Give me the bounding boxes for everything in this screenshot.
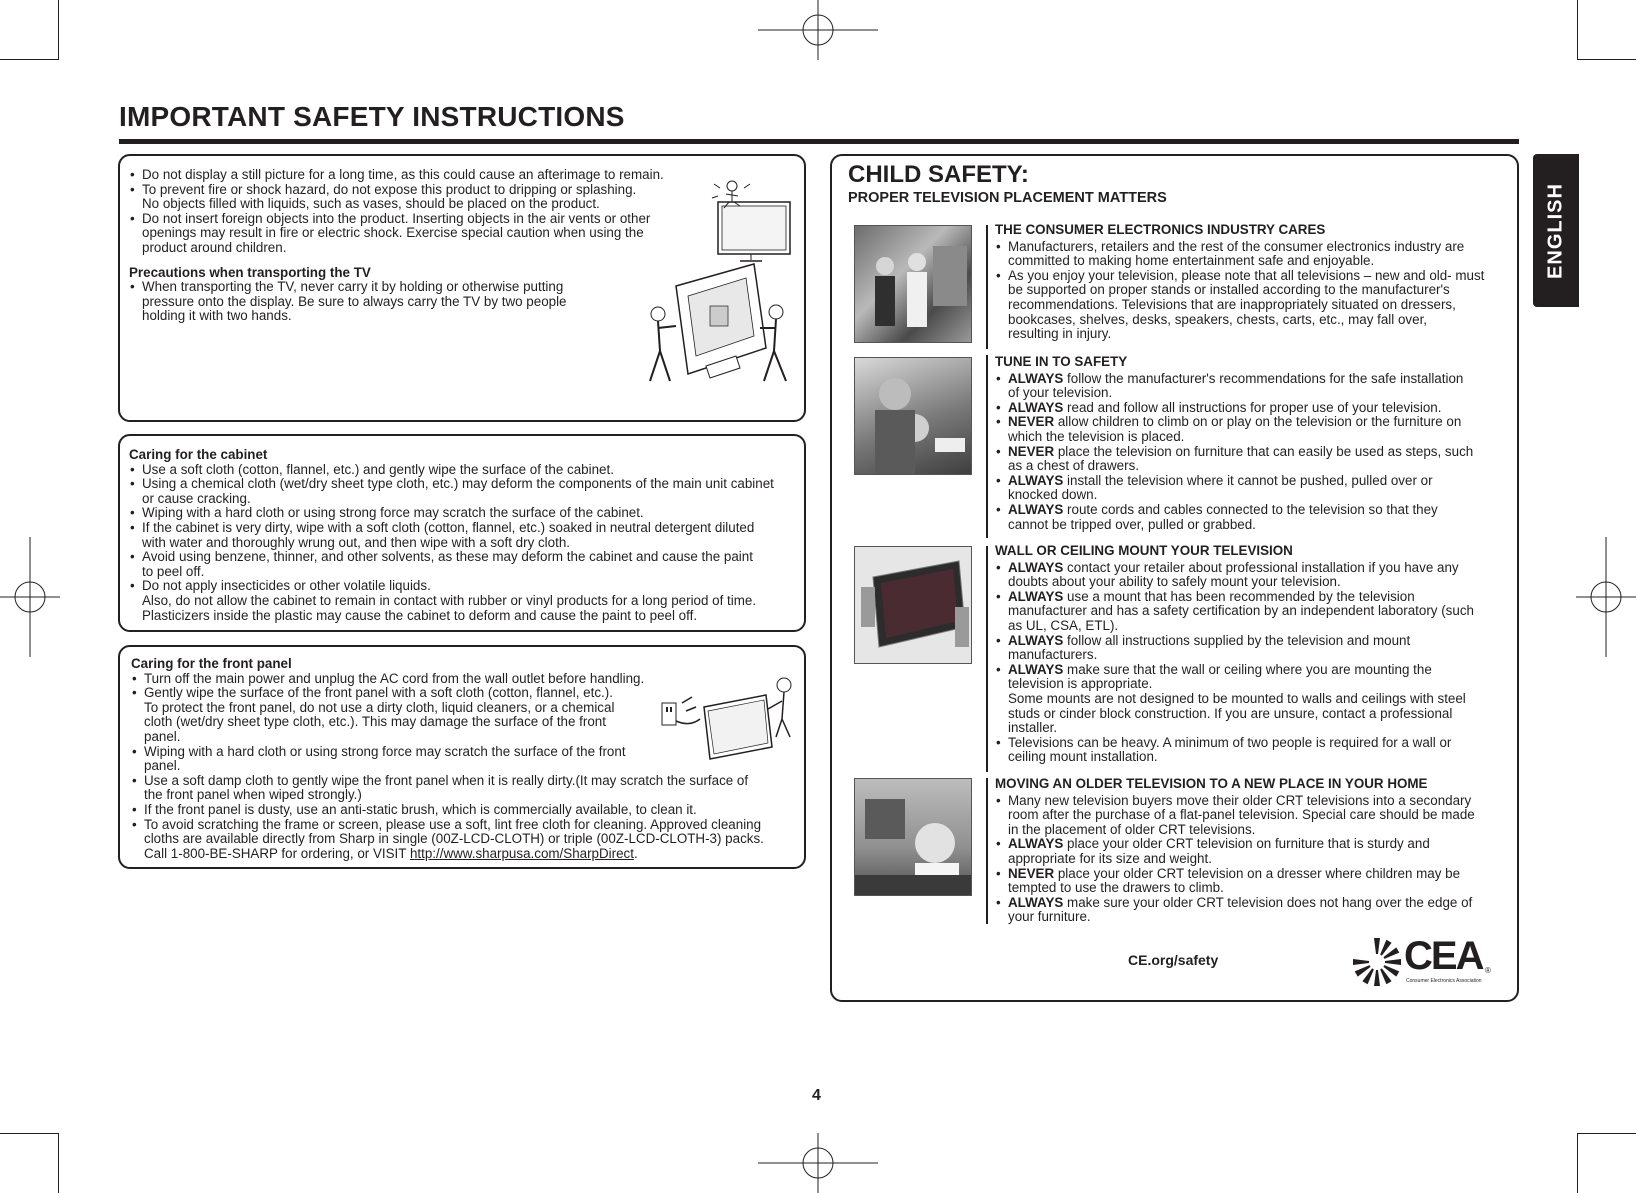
section-heading: TUNE IN TO SAFETY [995,354,1128,369]
item-text: your furniture. [1008,909,1091,925]
list-item-cont [995,808,1515,823]
list-item [995,794,1515,809]
list-item: • As you enjoy your television, please note that all televisions – new and old- must [995,269,1510,284]
list-item-cont: panel. [144,728,181,744]
list-item: • To prevent fire or shock hazard, do not expose this product to dripping or splashing. [129,183,729,198]
list-item: • Gently wipe the surface of the front panel with a soft cloth (cotton, flannel, etc.). [131,686,801,701]
keyword: ALWAYS [1008,501,1064,517]
crop-mark [0,59,58,60]
list-item-cont: Also, do not allow the cabinet to remain in contact with rubber or vinyl products for a long period of time. [142,592,757,608]
photo-child-crt [854,778,972,896]
item-text: make sure that the wall or ceiling where you are mounting the [1063,661,1432,677]
item-text: knocked down. [1008,487,1098,503]
list-item-cont: committed to making home entertainment safe and enjoyable. [1008,253,1375,269]
item-text: as a chest of drawers. [1008,458,1139,474]
carrying-tv-illustration [636,256,796,406]
list-item: • To avoid scratching the frame or screen, please use a soft, lint free cloth for cleaning. Approved cleaning [131,818,801,833]
list-item [995,663,1510,678]
list-item-cont: pressure onto the display. Be sure to always carry the TV by two people [142,293,567,309]
list-item [995,867,1515,882]
list-item: • Do not apply insecticides or other volatile liquids. [129,579,799,594]
list-item-cont [995,852,1515,867]
photo-family-watching-tv [854,357,972,475]
keyword: NEVER [1008,865,1055,881]
list-item-cont [995,488,1510,503]
cabinet-care-panel [118,434,806,632]
language-tab-label: ENGLISH [1544,182,1567,279]
list-item-cont [995,750,1510,765]
list-item [995,590,1510,605]
tv-child-illustration [696,176,796,268]
item-text: tempted to use the drawers to climb. [1008,880,1224,896]
list-item-cont [995,604,1510,619]
list-item-cont: panel. [144,758,181,774]
list-item [995,837,1515,852]
item-text: allow children to climb on or play on the television or the furniture on [1054,414,1462,430]
keyword: ALWAYS [1008,632,1064,648]
section-divider [986,778,988,924]
section-divider [986,225,988,349]
keyword: NEVER [1008,414,1055,430]
registration-mark-left [0,537,60,657]
keyword: ALWAYS [1008,472,1064,488]
keyword: ALWAYS [1008,894,1064,910]
item-text: follow the manufacturer's recommendations for the safe installation [1063,370,1464,386]
crop-mark [1577,0,1578,60]
cea-starburst-icon [1350,936,1404,988]
item-text: make sure your older CRT television does not hang over the edge of [1063,894,1473,910]
list-item-cont [995,692,1510,707]
list-item: • If the cabinet is very dirty, wipe with a soft cloth (cotton, flannel, etc.) soaked in neutral detergent diluted [129,521,799,536]
list-item: • Wiping with a hard cloth or using strong force may scratch the surface of the front [131,745,801,760]
list-item-cont: or cause cracking. [142,490,251,506]
list-item-cont [995,677,1510,692]
keyword: ALWAYS [1008,588,1064,604]
item-text: place the television on furniture that can easily be used as steps, such [1054,443,1474,459]
list-item: • Turn off the main power and unplug the AC cord from the wall outlet before handling. [131,672,801,687]
section-divider [986,355,988,538]
item-text: Some mounts are not designed to be mounted to walls and ceilings with steel [1008,690,1466,706]
item-text: place your older CRT television on furniture that is sturdy and [1063,836,1430,852]
item-text: place your older CRT television on a dresser where children may be [1054,865,1461,881]
item-text: appropriate for its size and weight. [1008,850,1212,866]
crop-mark [1577,1133,1578,1193]
family-figures-image [855,358,971,474]
list-item-cont [995,386,1510,401]
wall-tv-image [855,547,971,663]
people-figures-image [855,226,971,342]
item-text: cannot be tripped over, pulled or grabbed. [1008,516,1256,532]
child-crt-image [855,779,971,895]
list-item-cont: Call 1-800-BE-SHARP for ordering, or VISIT http://www.sharpusa.com/SharpDirect. [144,845,638,861]
item-text: in the placement of older CRT televisions. [1008,821,1256,837]
list-item-cont: cloths are available directly from Sharp in single (00Z-LCD-CLOTH) or triple (00Z-LCD-CLOTH-3) packs. [144,831,764,847]
item-text: use a mount that has been recommended by the television [1063,588,1415,604]
section-heading: MOVING AN OLDER TELEVISION TO A NEW PLACE IN YOUR HOME [995,776,1428,791]
crop-mark [58,1133,59,1193]
list-item: • If the front panel is dusty, use an anti-static brush, which is commercially available, to clean it. [131,803,801,818]
list-item-cont [995,575,1510,590]
item-text: which the television is placed. [1008,428,1185,444]
list-item-cont [995,707,1510,722]
item-text: installer. [1008,720,1058,736]
child-safety-title: CHILD SAFETY: [848,161,1029,188]
list-item-cont: the front panel when wiped strongly.) [144,787,362,803]
list-item [995,503,1510,518]
child-safety-subtitle: PROPER TELEVISION PLACEMENT MATTERS [848,190,1167,206]
list-item-cont [995,648,1510,663]
section-moving-older-tv [995,777,1515,925]
list-item [995,372,1510,387]
list-item [995,445,1510,460]
list-item: • Do not display a still picture for a long time, as this could cause an afterimage to remain. [129,168,729,183]
keyword: ALWAYS [1008,399,1064,415]
list-item [995,474,1510,489]
registration-mark-right [1576,537,1636,657]
cea-logo-registered: ® [1485,966,1491,975]
list-item-cont: cloth (wet/dry sheet type cloth, etc.). This may damage the surface of the front [144,714,606,730]
list-item-cont: No objects filled with liquids, such as vases, should be placed on the product. [142,196,600,212]
cea-logo [1350,932,1500,992]
photo-retail-store [854,225,972,343]
unplug-cleaning-illustration [660,667,800,767]
keyword: ALWAYS [1008,836,1064,852]
item-text: follow all instructions supplied by the television and mount [1063,632,1411,648]
list-item: • When transporting the TV, never carry it by holding or otherwise putting [129,280,729,295]
child-safety-panel [830,154,1519,1002]
list-item: • Do not insert foreign objects into the product. Inserting objects in the air vents or other [129,212,729,227]
section-industry-cares [995,223,1510,342]
list-item-cont: recommendations. Televisions that are inappropriately situated on dressers, [1008,296,1456,312]
keyword: NEVER [1008,443,1055,459]
list-item-cont [995,459,1510,474]
registration-mark-bottom [758,1133,878,1193]
item-text: studs or cinder block construction. If you are unsure, contact a professional [1008,705,1453,721]
item-text: doubts about your ability to safely mount your television. [1008,574,1341,590]
list-item [995,634,1510,649]
item-text: contact your retailer about professional installation if you have any [1063,559,1459,575]
item-text: Many new television buyers move their older CRT televisions into a secondary [1008,792,1472,808]
list-item-cont [995,518,1510,533]
list-item-cont [995,910,1515,925]
registration-mark-top [758,0,878,60]
item-text: read and follow all instructions for proper use of your television. [1063,399,1442,415]
crop-mark [1578,59,1636,60]
page-number: 4 [812,1087,821,1104]
item-text: television is appropriate. [1008,676,1153,692]
list-item-cont: be supported on proper stands or installed according to the manufacturer's [1008,282,1450,298]
list-item: • Using a chemical cloth (wet/dry sheet type cloth, etc.) may deform the components of the main unit cabinet [129,477,799,492]
language-tab [1533,154,1579,307]
front-panel-heading: Caring for the front panel [131,656,292,671]
cea-logo-subtitle: Consumer Electronics Association [1406,978,1482,984]
list-item-cont: with water and thoroughly wrung out, and then wipe with a soft dry cloth. [142,534,570,550]
list-item: • Use a soft cloth (cotton, flannel, etc.) and gently wipe the surface of the cabinet. [129,463,799,478]
list-item-cont [995,721,1510,736]
section-wall-mount [995,544,1510,765]
sharp-direct-link[interactable]: http://www.sharpusa.com/SharpDirect [409,845,634,861]
list-item-cont: product around children. [142,239,287,255]
photo-wall-mount [854,546,972,664]
crop-mark [1578,1133,1636,1134]
keyword: ALWAYS [1008,370,1064,386]
general-precautions-panel [118,154,806,422]
list-item-cont: To protect the front panel, do not use a dirty cloth, liquid cleaners, or a chemical [144,699,615,715]
keyword: ALWAYS [1008,661,1064,677]
item-text: ceiling mount installation. [1008,749,1158,765]
list-item [995,736,1510,751]
item-text: Televisions can be heavy. A minimum of two people is required for a wall or [1008,734,1452,750]
list-item-cont: resulting in injury. [1008,326,1112,342]
item-text: install the television where it cannot be pushed, pulled over or [1063,472,1433,488]
transport-heading: Precautions when transporting the TV [129,264,371,280]
list-item-cont: bookcases, shelves, desks, speakers, chests, carts, etc., may fall over, [1008,311,1428,327]
front-panel-care-panel [118,645,806,869]
list-item-cont: holding it with two hands. [142,308,292,324]
section-heading: THE CONSUMER ELECTRONICS INDUSTRY CARES [995,222,1326,237]
section-heading: WALL OR CEILING MOUNT YOUR TELEVISION [995,543,1293,558]
section-tune-in [995,355,1510,532]
cabinet-heading: Caring for the cabinet [129,447,268,462]
item-text: route cords and cables connected to the television so that they [1063,501,1438,517]
cea-logo-text: CEA [1404,934,1483,978]
list-item-cont: openings may result in fire or electric shock. Exercise special caution when using the [142,225,644,241]
list-item [995,415,1510,430]
list-item: • Wiping with a hard cloth or using strong force may scratch the surface of the cabinet. [129,506,799,521]
list-item [995,896,1515,911]
list-item-cont [995,823,1515,838]
item-text: as UL, CSA, ETL). [1008,617,1119,633]
crop-mark [0,1133,58,1134]
page-title: IMPORTANT SAFETY INSTRUCTIONS [119,101,625,132]
list-item [995,401,1510,416]
list-item [995,561,1510,576]
title-rule [119,139,1519,144]
list-item: • Avoid using benzene, thinner, and other solvents, as these may deform the cabinet and cause the paint [129,550,799,565]
list-item-cont: to peel off. [142,563,205,579]
item-text: room after the purchase of a flat-panel television. Special care should be made [1008,807,1475,823]
crop-mark [58,0,59,60]
list-item: • Use a soft damp cloth to gently wipe the front panel when it is really dirty.(It may scratch the surface of [131,774,801,789]
keyword: ALWAYS [1008,559,1064,575]
list-item-cont: Plasticizers inside the plastic may cause the cabinet to deform and cause the paint to peel off. [142,607,698,623]
ce-safety-link[interactable]: CE.org/safety [1128,952,1219,968]
section-divider [986,546,988,772]
item-text: of your television. [1008,385,1113,401]
list-item: • Manufacturers, retailers and the rest of the consumer electronics industry are [995,240,1510,255]
list-item-cont [995,619,1510,634]
list-item-cont [995,881,1515,896]
item-text: manufacturer and has a safety certification by an independent laboratory (such [1008,603,1474,619]
list-item-cont [995,430,1510,445]
item-text: manufacturers. [1008,647,1098,663]
